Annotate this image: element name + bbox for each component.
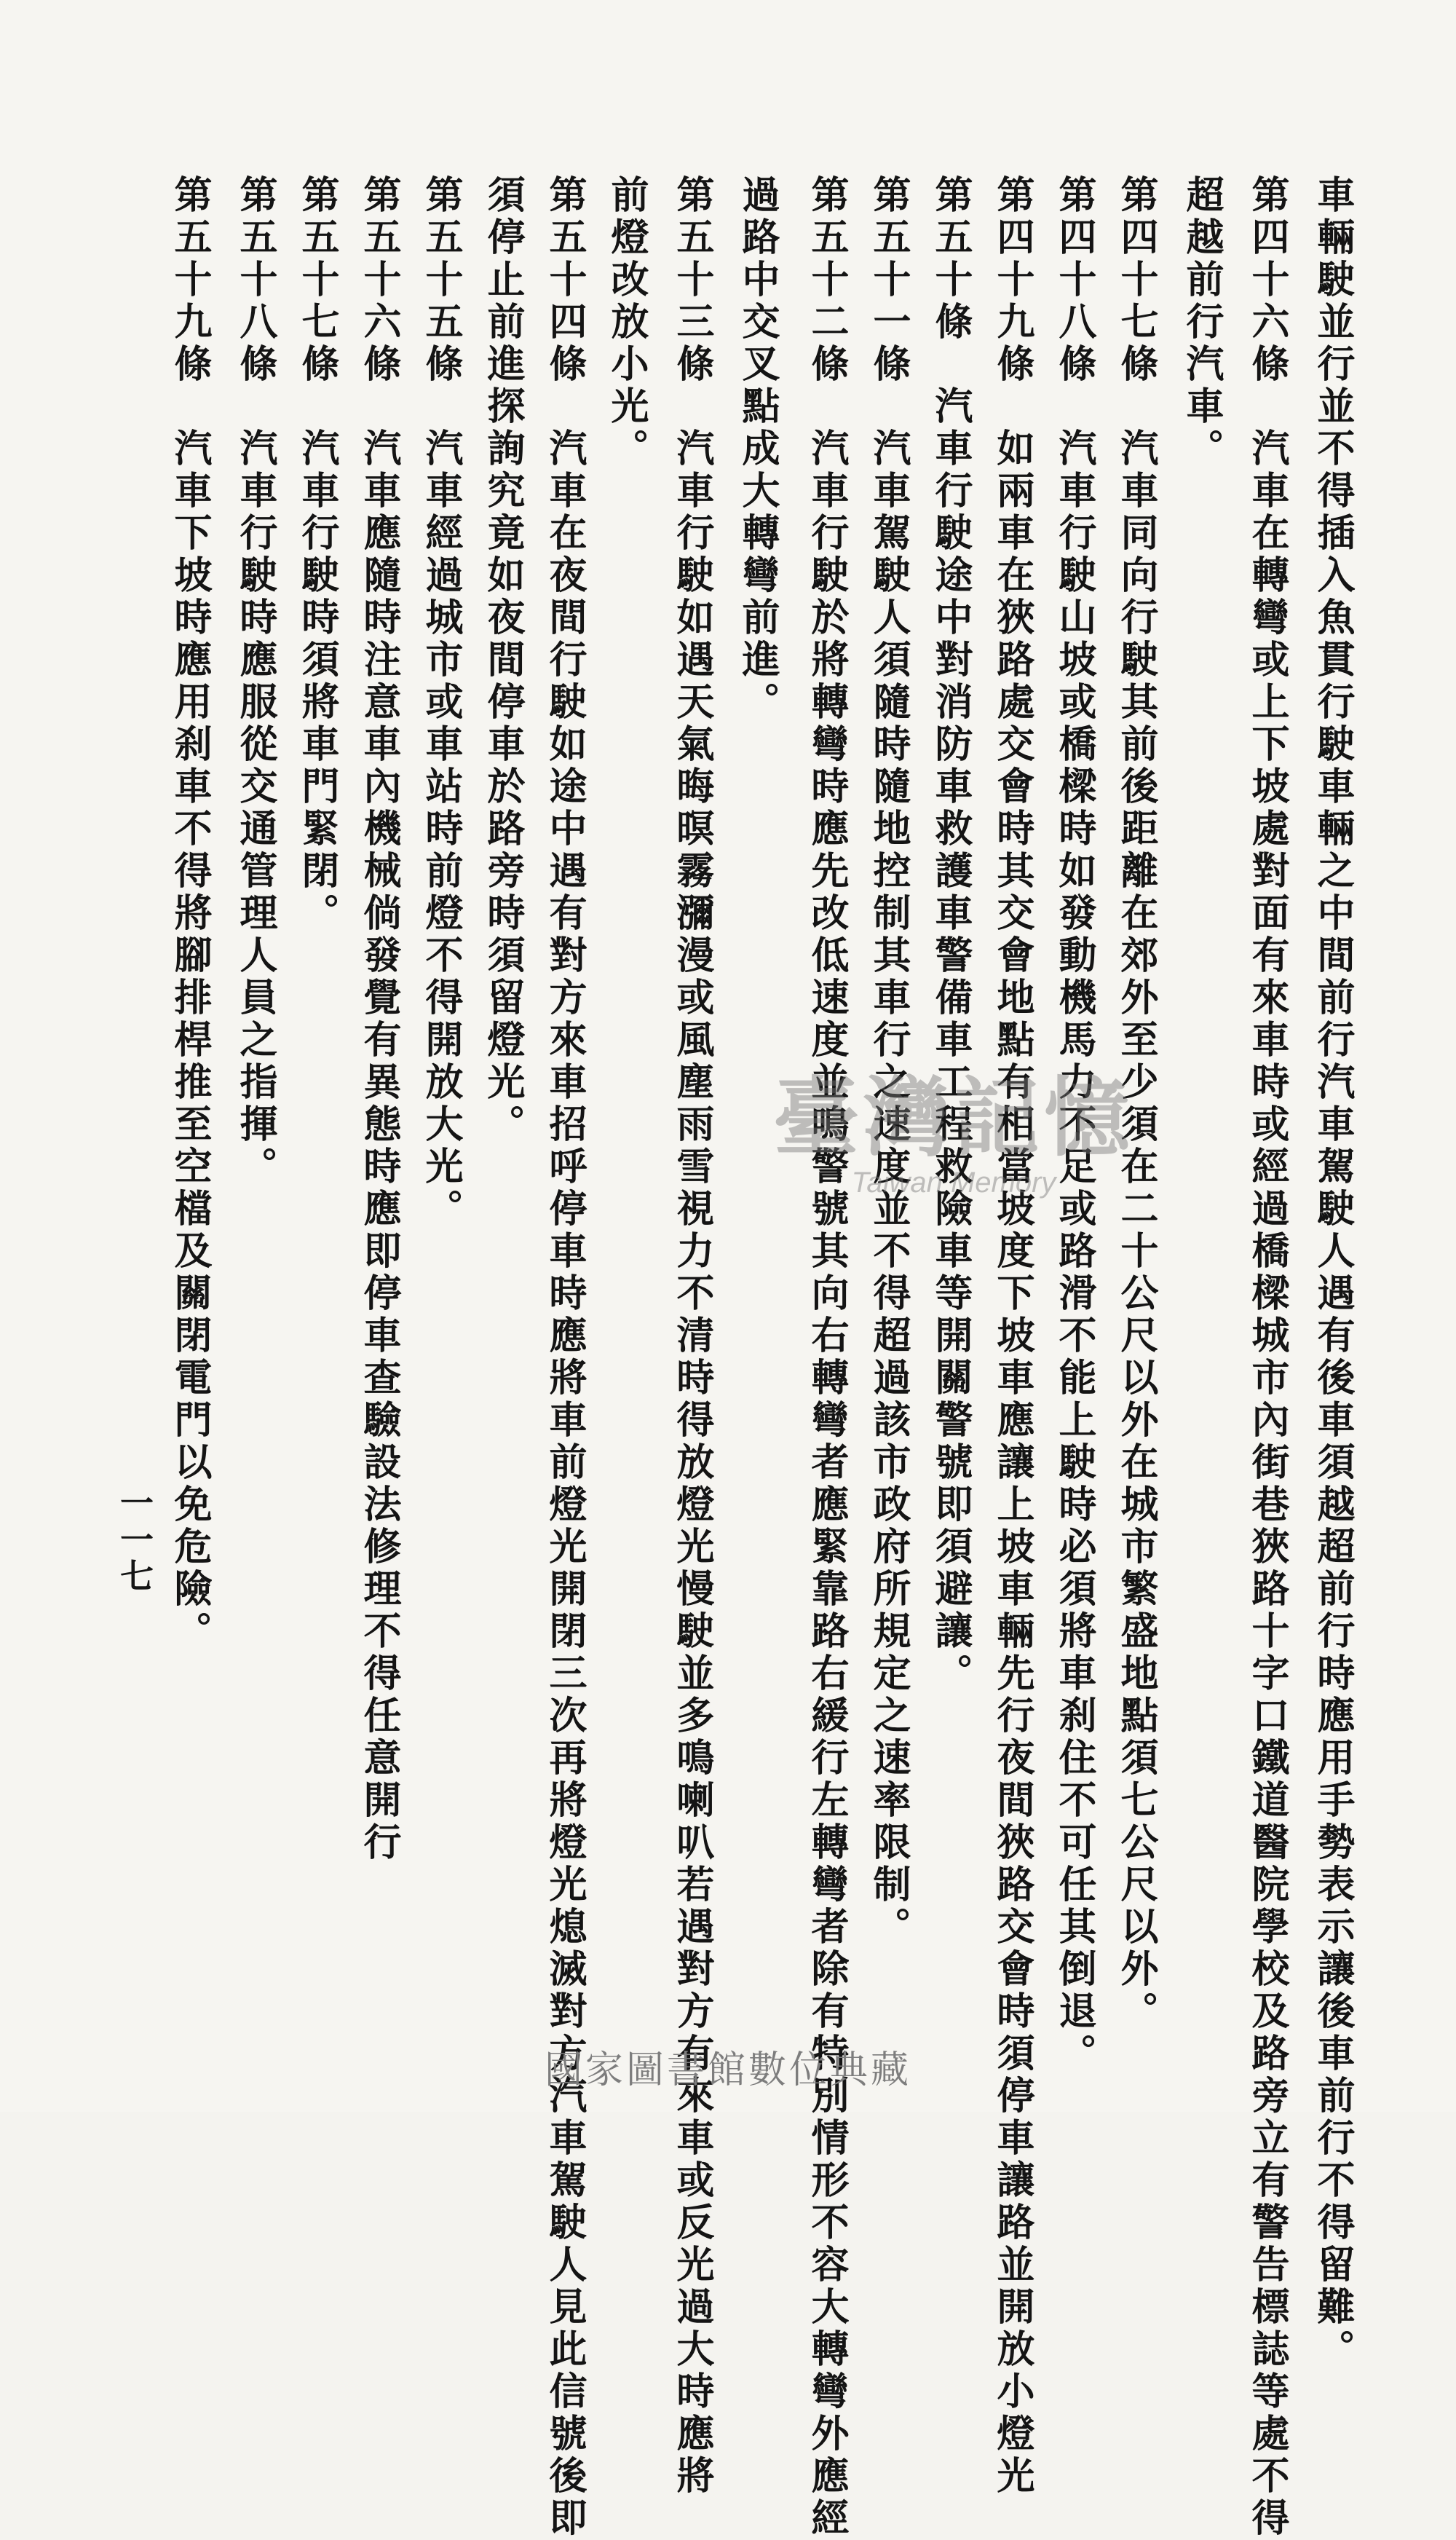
watermark-subtitle: Taiwan Memory: [851, 1167, 1056, 1199]
text-line: 第五十二條 汽車行駛於將轉彎時應先改低速度並鳴警號其向右轉彎者應緊靠路右緩行左轉彎者除有特別情形不容大轉彎外應經: [804, 175, 849, 2540]
text-line: 車輛駛並行並不得插入魚貫行駛車輛之中間前行汽車駕駛人遇有後車須越超前行時應用手勢表示讓後車前行不得留難。: [1310, 175, 1355, 2371]
text-line: 第四十六條 汽車在轉彎或上下坡處對面有來車時或經過橋樑城市內街巷狹路十字口鐵道醫院學校及路旁立有警告標誌等處不得: [1245, 175, 1289, 2540]
text-line: 第五十五條 汽車經過城市或車站時前燈不得開放大光。: [419, 175, 463, 1231]
text-line: 第五十條 汽車行駛途中對消防車救護車警備車工程救險車等開關警號即須避讓。: [928, 175, 973, 1695]
text-line: 過路中交叉點成大轉彎前進。: [735, 175, 780, 724]
text-line: 第五十八條 汽車行駛時應服從交通管理人員之指揮。: [233, 175, 277, 1188]
text-line: 前燈改放小光。: [604, 175, 649, 470]
text-line: 第五十三條 汽車行駛如遇天氣晦暝霧瀰漫或風塵雨雪視力不清時得放燈光慢駛並多鳴喇叭若遇對方有來車或反光過大時應將: [670, 175, 714, 2498]
text-line: 第五十一條 汽車駕駛人須隨時隨地控制其車行之速度並不得超過該市政府所規定之速率限制。: [866, 175, 911, 1949]
text-line: 第四十九條 如兩車在狹路處交會時其交會地點有相當坡度下坡車應讓上坡車輛先行夜間狹路交會時須停車讓路並開放小燈光: [990, 175, 1034, 2498]
text-line: 第五十七條 汽車行駛時須將車門緊閉。: [295, 175, 339, 935]
text-line: 第四十七條 汽車同向行駛其前後距離在郊外至少須在二十公尺以外在城市繁盛地點須七公尺以外。: [1114, 175, 1158, 2033]
text-line: 第五十九條 汽車下坡時應用刹車不得將腳排桿推至空檔及關閉電門以免危險。: [167, 175, 212, 1653]
text-line: 須停止前進探詢究竟如夜間停車於路旁時須留燈光。: [480, 175, 525, 1146]
watermark-title: 臺灣記憶: [772, 1067, 1134, 1168]
text-line: 超越前行汽車。: [1179, 175, 1224, 470]
text-line: 第五十六條 汽車應隨時注意車內機械倘發覺有異態時應即停車查驗設法修理不得任意開行: [357, 175, 401, 1864]
watermark: [721, 1049, 1187, 1199]
text-line: 第四十八條 汽車行駛山坡或橋樑時如發動機馬力不足或路滑不能上駛時必須將車刹住不可任其倒退。: [1052, 175, 1096, 2075]
text-line: 第五十四條 汽車在夜間行駛如途中遇有對方來車招呼停車時應將車前燈光開閉三次再將燈光熄滅對方汽車駕駛人見此信號後即: [542, 175, 587, 2540]
page-number: 一一七: [115, 1486, 154, 1595]
footer-caption: 國家圖書館數位典藏: [544, 2048, 911, 2092]
